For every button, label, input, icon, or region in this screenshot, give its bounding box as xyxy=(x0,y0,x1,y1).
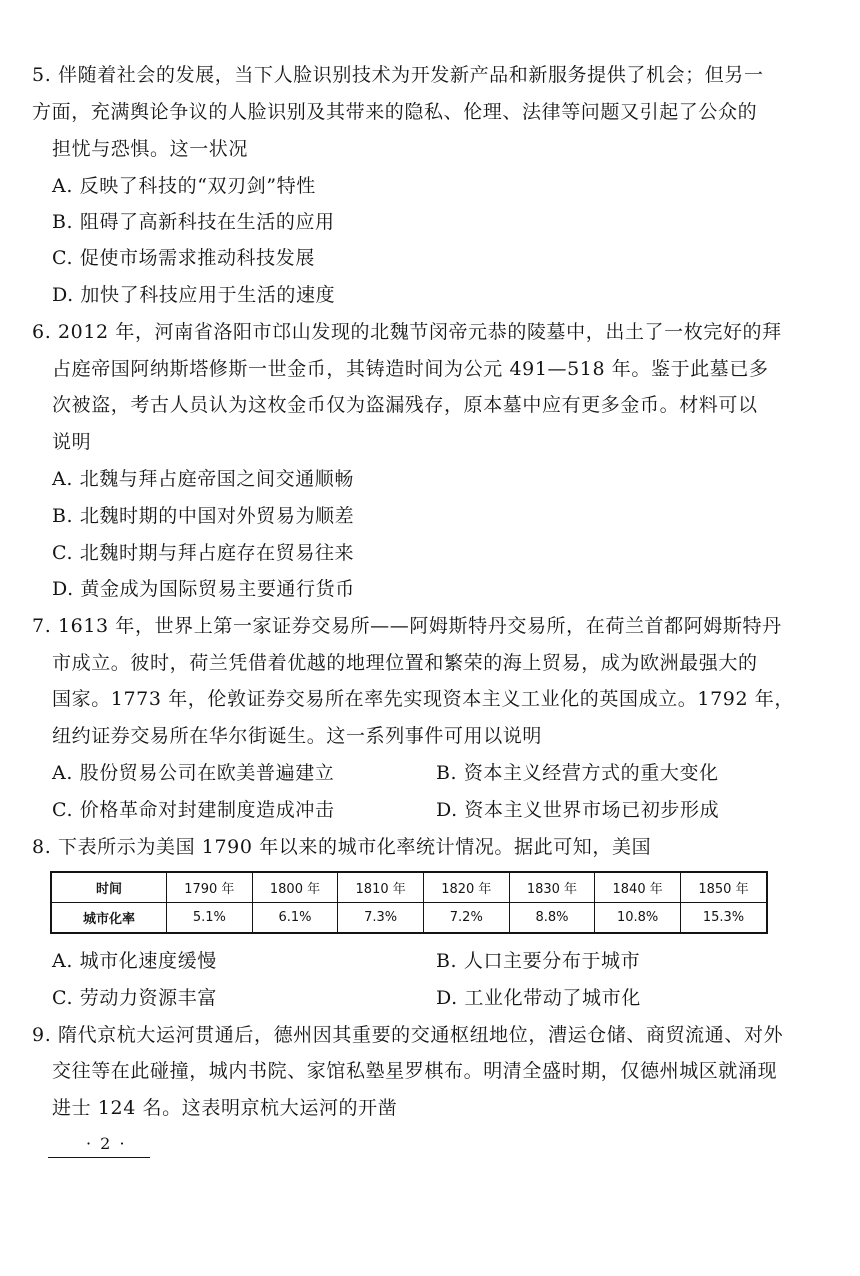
question-7-stem-line-3: 国家。1773 年，伦敦证券交易所在率先实现资本主义工业化的英国成立。1792 年， xyxy=(52,688,794,710)
question-7-option-d[interactable]: D. 资本主义世界市场已初步形成 xyxy=(436,799,720,821)
question-6-stem-line-2: 占庭帝国阿纳斯塔修斯一世金币，其铸造时间为公元 491—518 年。鉴于此墓已多 xyxy=(52,358,769,380)
question-7-stem-line-4: 纽约证券交易所在华尔街诞生。这一系列事件可用以说明 xyxy=(52,725,543,747)
question-5-option-c[interactable]: C. 促使市场需求推动科技发展 xyxy=(52,247,315,269)
question-5-option-a[interactable]: A. 反映了科技的“双刃剑”特性 xyxy=(52,175,316,197)
question-6-stem-line-1: 6. 2012 年，河南省洛阳市邙山发现的北魏节闵帝元恭的陵墓中，出土了一枚完好的拜 xyxy=(32,321,782,343)
table-cell-rate: 5.1% xyxy=(167,903,253,934)
question-6-option-d[interactable]: D. 黄金成为国际贸易主要通行货币 xyxy=(52,578,355,600)
table-header-urbanization-rate: 城市化率 xyxy=(51,903,167,934)
question-6-stem-line-3: 次被盗，考古人员认为这枚金币仅为盗漏残存，原本墓中应有更多金币。材料可以 xyxy=(52,394,758,416)
question-8-option-d[interactable]: D. 工业化带动了城市化 xyxy=(436,987,641,1009)
table-cell-rate: 7.2% xyxy=(423,903,509,934)
table-cell-year: 1840 年 xyxy=(595,872,681,903)
table-cell-year: 1850 年 xyxy=(680,872,767,903)
table-cell-rate: 6.1% xyxy=(252,903,338,934)
question-6-option-a[interactable]: A. 北魏与拜占庭帝国之间交通顺畅 xyxy=(52,468,355,490)
question-9-stem-line-3: 进士 124 名。这表明京杭大运河的开凿 xyxy=(52,1097,398,1119)
table-cell-rate: 10.8% xyxy=(595,903,681,934)
question-8-stem: 8. 下表所示为美国 1790 年以来的城市化率统计情况。据此可知，美国 xyxy=(32,836,652,858)
question-6-stem-line-4: 说明 xyxy=(52,431,92,453)
page-number: · 2 · xyxy=(86,1134,127,1153)
table-cell-rate: 15.3% xyxy=(680,903,767,934)
table-cell-year: 1800 年 xyxy=(252,872,338,903)
table-cell-rate: 8.8% xyxy=(509,903,595,934)
table-cell-year: 1790 年 xyxy=(167,872,253,903)
question-5-option-b[interactable]: B. 阻碍了高新科技在生活的应用 xyxy=(52,211,335,233)
question-8-option-a[interactable]: A. 城市化速度缓慢 xyxy=(52,950,217,972)
question-7-option-b[interactable]: B. 资本主义经营方式的重大变化 xyxy=(436,762,719,784)
urbanization-table xyxy=(50,871,768,934)
table-row xyxy=(51,872,767,903)
table-row xyxy=(51,903,767,934)
table-cell-year: 1810 年 xyxy=(338,872,424,903)
question-7-stem-line-1: 7. 1613 年，世界上第一家证券交易所——阿姆斯特丹交易所，在荷兰首都阿姆斯特丹 xyxy=(32,615,782,637)
question-5-option-d[interactable]: D. 加快了科技应用于生活的速度 xyxy=(52,284,336,306)
question-5-stem-line-3: 担忧与恐惧。这一状况 xyxy=(52,138,249,160)
page-number-underline xyxy=(48,1157,150,1158)
table-cell-year: 1830 年 xyxy=(509,872,595,903)
question-9-stem-line-2: 交往等在此碰撞，城内书院、家馆私塾星罗棋布。明清全盛时期，仅德州城区就涌现 xyxy=(52,1060,778,1082)
table-cell-year: 1820 年 xyxy=(423,872,509,903)
question-6-option-c[interactable]: C. 北魏时期与拜占庭存在贸易往来 xyxy=(52,542,355,564)
question-8-option-b[interactable]: B. 人口主要分布于城市 xyxy=(436,950,641,972)
question-9-stem-line-1: 9. 隋代京杭大运河贯通后，德州因其重要的交通枢纽地位，漕运仓储、商贸流通、对外 xyxy=(32,1024,784,1046)
question-7-option-c[interactable]: C. 价格革命对封建制度造成冲击 xyxy=(52,799,335,821)
question-8-option-c[interactable]: C. 劳动力资源丰富 xyxy=(52,987,217,1009)
question-6-option-b[interactable]: B. 北魏时期的中国对外贸易为顺差 xyxy=(52,505,355,527)
question-7-stem-line-2: 市成立。彼时，荷兰凭借着优越的地理位置和繁荣的海上贸易，成为欧洲最强大的 xyxy=(52,652,758,674)
question-5-stem-line-1: 5. 伴随着社会的发展，当下人脸识别技术为开发新产品和新服务提供了机会；但另一 xyxy=(32,64,764,86)
table-header-time: 时间 xyxy=(51,872,167,903)
table-cell-rate: 7.3% xyxy=(338,903,424,934)
question-7-option-a[interactable]: A. 股份贸易公司在欧美普遍建立 xyxy=(52,762,335,784)
question-5-stem-line-2: 方面，充满舆论争议的人脸识别及其带来的隐私、伦理、法律等问题又引起了公众的 xyxy=(32,101,758,123)
